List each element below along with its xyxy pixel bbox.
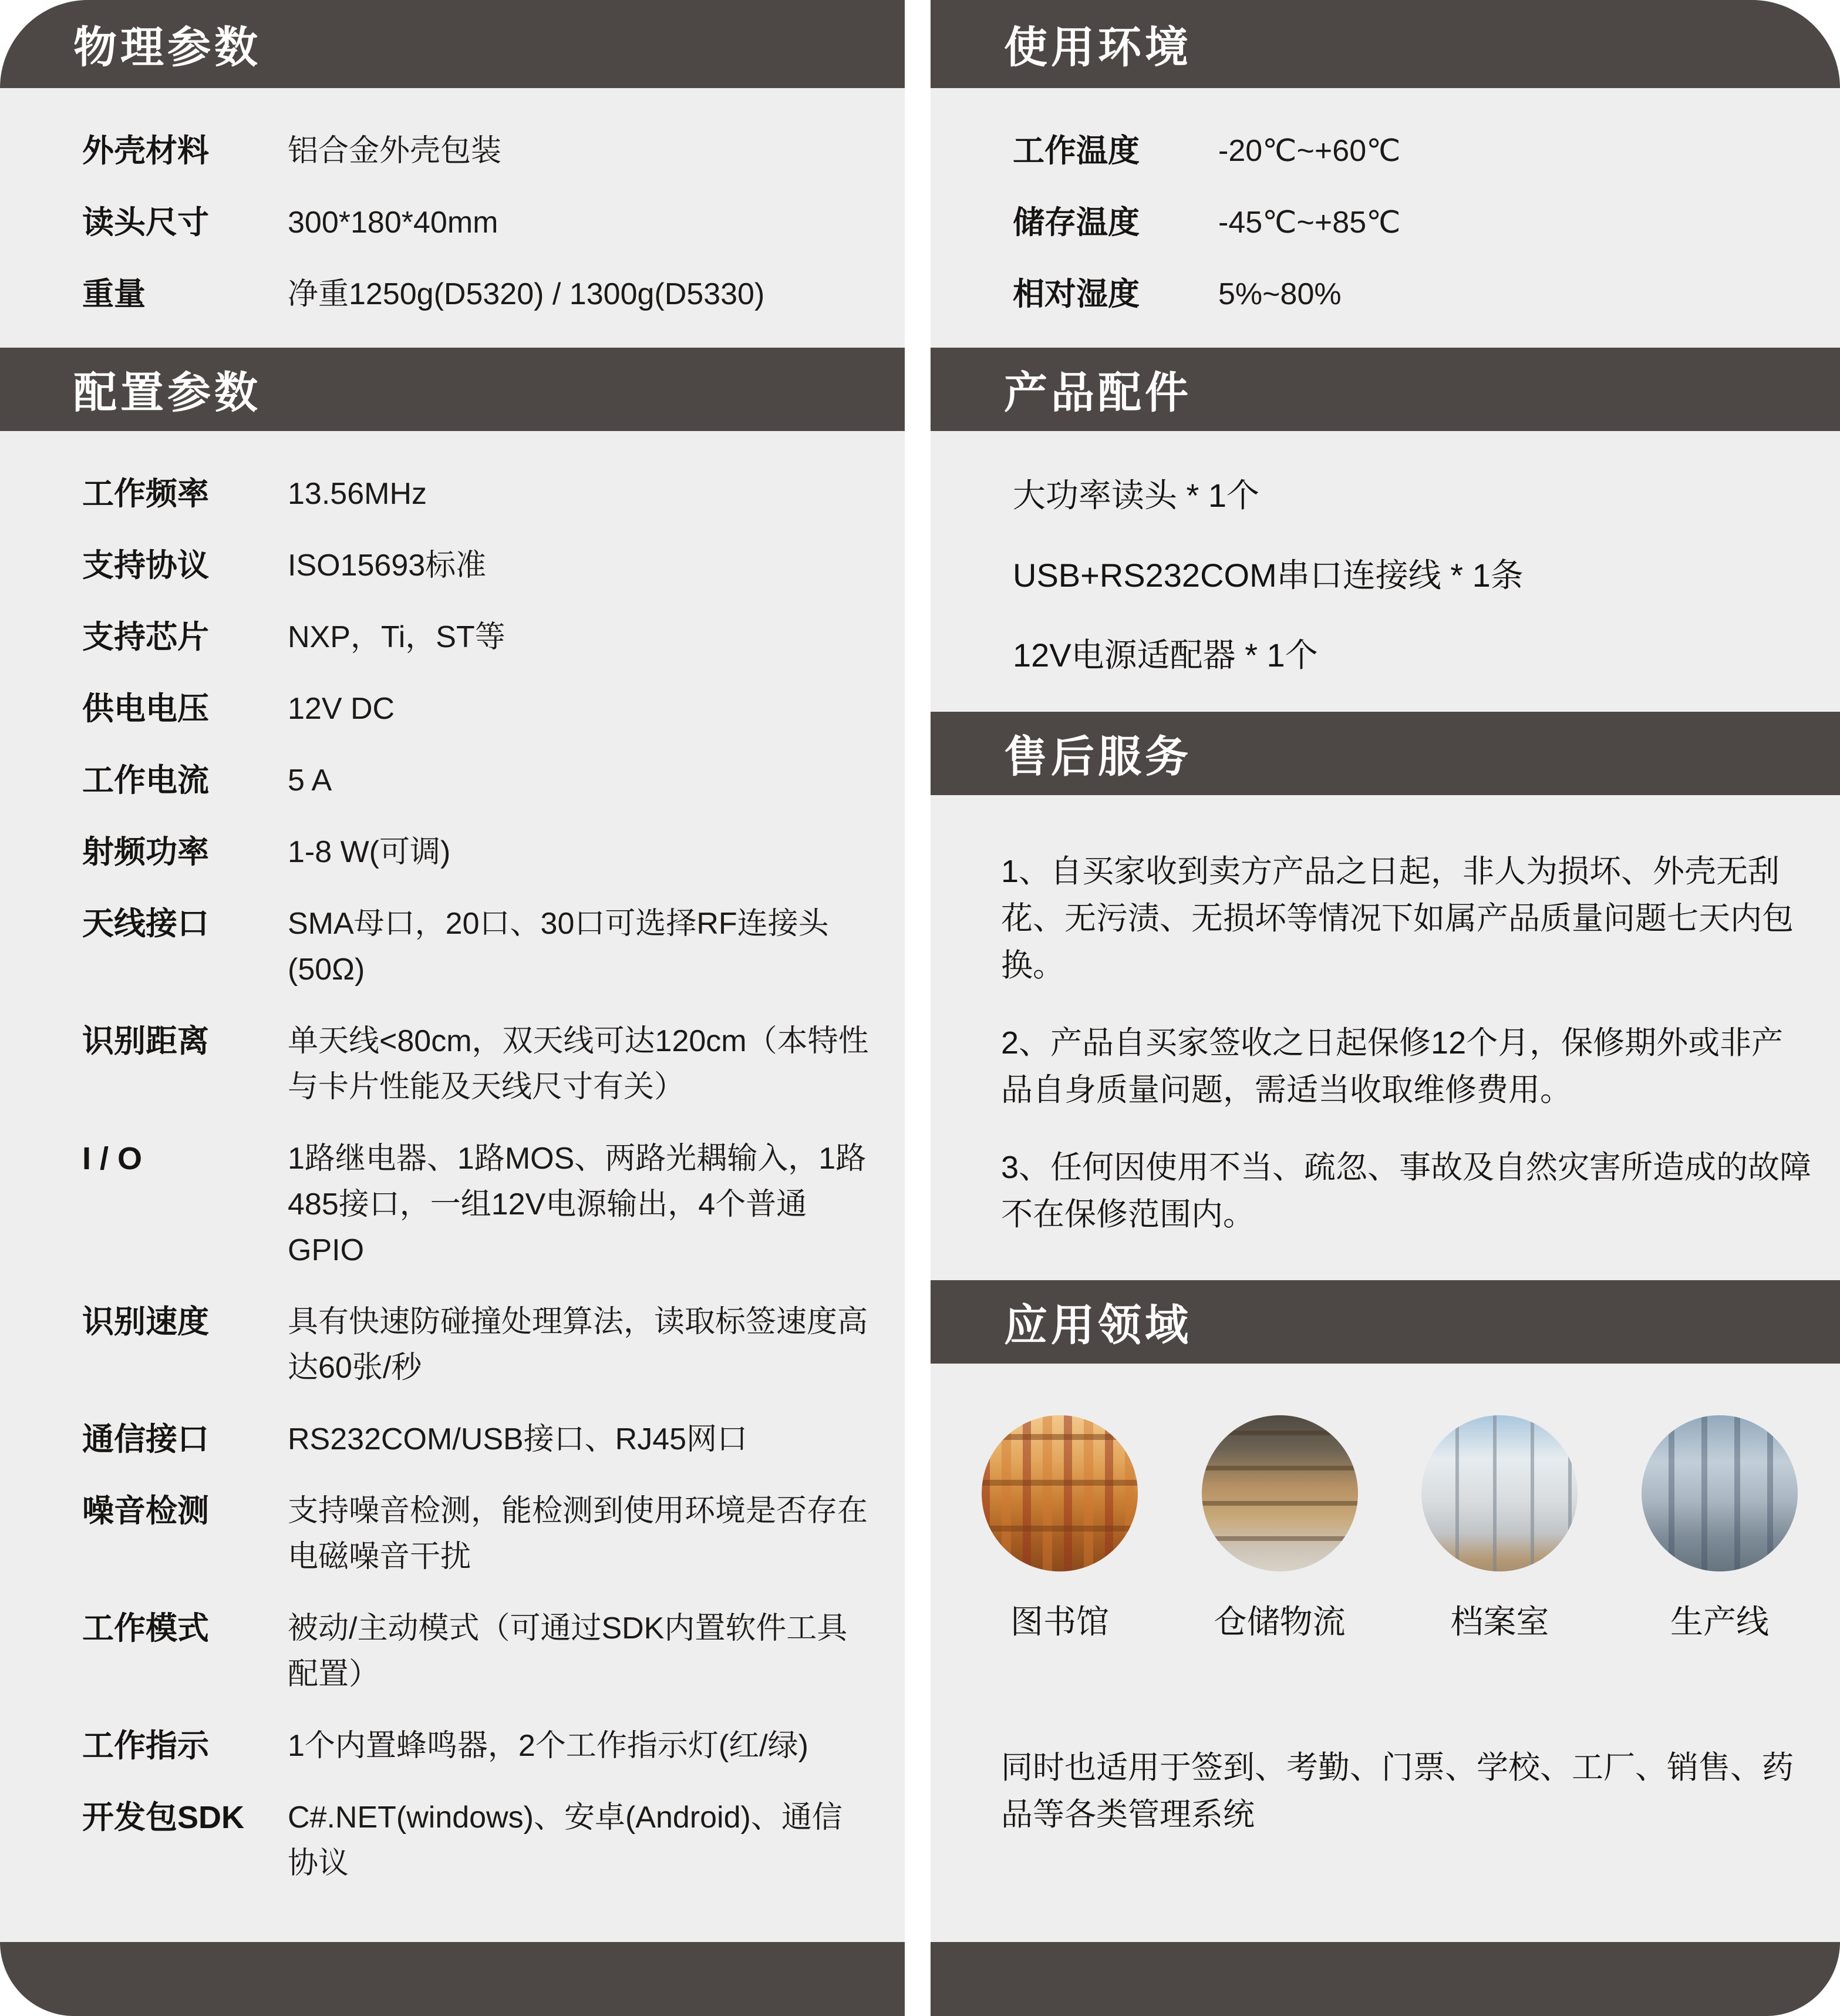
spec-row xyxy=(0,1286,905,1404)
config-rows xyxy=(0,431,905,1917)
right-content xyxy=(931,88,1840,1942)
spec-value: 1-8 W(可调) xyxy=(288,835,451,869)
spec-row xyxy=(0,187,905,258)
environment-rows xyxy=(931,88,1840,348)
spec-label: 读头尺寸 xyxy=(82,205,209,240)
service-terms xyxy=(931,795,1840,1280)
spec-value: 单天线<80cm，双天线可达120cm（本特性与卡片性能及天线尺寸有关） xyxy=(288,1024,869,1104)
spec-label: 支持协议 xyxy=(82,548,209,583)
section-header-environment xyxy=(931,0,1840,88)
spec-label: 相对湿度 xyxy=(1013,277,1140,312)
left-content xyxy=(0,88,905,1942)
application-caption: 图书馆 xyxy=(1010,1603,1109,1640)
spec-row xyxy=(0,1404,905,1475)
production-line-photo xyxy=(1642,1415,1798,1571)
spec-value: 铝合金外壳包装 xyxy=(288,134,502,168)
spec-label: 储存温度 xyxy=(1013,205,1140,240)
spec-row xyxy=(931,115,1840,187)
spec-value: 12V DC xyxy=(288,692,395,726)
spec-value: 5%~80% xyxy=(1218,277,1342,311)
accessory-item: 大功率读头 * 1个 xyxy=(1013,477,1260,514)
spec-label: 天线接口 xyxy=(82,906,209,941)
application-gallery xyxy=(931,1364,1840,1643)
spec-row xyxy=(931,258,1840,330)
library-photo xyxy=(982,1415,1138,1571)
spec-label: 供电电压 xyxy=(82,691,209,726)
application-caption: 仓储物流 xyxy=(1214,1603,1346,1640)
spec-value: C#.NET(windows)、安卓(Android)、通信协议 xyxy=(288,1800,843,1880)
spec-label: 噪音检测 xyxy=(82,1493,209,1529)
spec-row xyxy=(0,1475,905,1593)
accessory-item: 12V电源适配器 * 1个 xyxy=(1013,637,1318,674)
application-caption: 档案室 xyxy=(1450,1603,1549,1640)
spec-row xyxy=(0,458,905,530)
spec-label: 工作指示 xyxy=(82,1728,209,1763)
spec-value: 支持噪音检测，能检测到使用环境是否存在电磁噪音干扰 xyxy=(288,1494,868,1574)
spec-row xyxy=(0,745,905,816)
spec-row xyxy=(0,258,905,330)
service-term: 3、任何因使用不当、疏忽、事故及自然灾害所造成的故障不在保修范围内。 xyxy=(1001,1150,1812,1232)
spec-label: 外壳材料 xyxy=(82,133,209,169)
section-title-config: 配置参数 xyxy=(73,368,261,417)
left-footer-bar xyxy=(0,1942,905,2016)
physical-rows xyxy=(0,88,905,348)
section-header-config xyxy=(0,348,905,431)
spec-value: -20℃~+60℃ xyxy=(1218,134,1401,168)
spec-label: 工作电流 xyxy=(82,763,209,798)
spec-label: 工作模式 xyxy=(82,1611,209,1646)
spec-row xyxy=(0,1782,905,1899)
spec-row xyxy=(0,1005,905,1123)
section-header-service xyxy=(931,712,1840,795)
spec-label: 工作温度 xyxy=(1013,133,1140,169)
section-title-applications: 应用领域 xyxy=(1004,1301,1192,1349)
spec-row xyxy=(931,187,1840,258)
service-term: 1、自买家收到卖方产品之日起，非人为损坏、外壳无刮花、无污渍、无损坏等情况下如属产品质量问题七天内包换。 xyxy=(1001,854,1794,983)
spec-label: 工作频率 xyxy=(82,476,209,511)
application-caption: 生产线 xyxy=(1670,1603,1769,1640)
spec-label: 开发包SDK xyxy=(82,1800,245,1835)
spec-value: NXP，Ti，ST等 xyxy=(288,620,506,654)
applications-note: 同时也适用于签到、考勤、门票、学校、工厂、销售、药品等各类管理系统 xyxy=(1001,1750,1794,1832)
spec-label: 支持芯片 xyxy=(82,620,209,655)
spec-row xyxy=(0,816,905,888)
spec-label: 通信接口 xyxy=(82,1422,209,1457)
spec-value: 13.56MHz xyxy=(288,477,427,511)
section-header-applications xyxy=(931,1280,1840,1364)
right-column xyxy=(931,0,1840,2016)
archive-photo xyxy=(1421,1415,1578,1571)
spec-value: SMA母口，20口、30口可选择RF连接头(50Ω) xyxy=(288,907,829,987)
application-item xyxy=(975,1415,1145,1643)
spec-value: 净重1250g(D5320) / 1300g(D5330) xyxy=(288,277,765,311)
spec-value: 被动/主动模式（可通过SDK内置软件工具配置） xyxy=(288,1611,848,1691)
left-column xyxy=(0,0,905,2016)
spec-value: 1个内置蜂鸣器，2个工作指示灯(红/绿) xyxy=(288,1729,808,1763)
section-title-environment: 使用环境 xyxy=(1004,23,1192,72)
section-header-accessories xyxy=(931,348,1840,431)
spec-row xyxy=(0,115,905,187)
spec-row xyxy=(0,1123,905,1286)
spec-label: 射频功率 xyxy=(82,834,209,870)
spec-row xyxy=(0,530,905,601)
spec-label: I / O xyxy=(82,1141,143,1176)
spec-value: 5 A xyxy=(288,763,332,797)
spec-value: ISO15693标准 xyxy=(288,548,487,583)
spec-value: RS232COM/USB接口、RJ45网口 xyxy=(288,1422,748,1456)
warehouse-photo xyxy=(1202,1415,1358,1571)
section-title-service: 售后服务 xyxy=(1004,732,1192,781)
application-item xyxy=(1195,1415,1365,1643)
spec-row xyxy=(0,1593,905,1710)
accessory-item: USB+RS232COM串口连接线 * 1条 xyxy=(1013,557,1524,594)
section-title-accessories: 产品配件 xyxy=(1004,368,1192,417)
right-footer-bar xyxy=(931,1942,1840,2016)
spec-row xyxy=(0,673,905,745)
spec-row xyxy=(0,888,905,1005)
spec-label: 识别距离 xyxy=(82,1024,209,1059)
spec-row xyxy=(0,601,905,673)
application-item xyxy=(1635,1415,1805,1643)
accessory-list xyxy=(931,431,1840,712)
section-title-physical: 物理参数 xyxy=(73,23,261,72)
spec-row xyxy=(0,1710,905,1782)
spec-label: 重量 xyxy=(82,277,146,312)
spec-value: 300*180*40mm xyxy=(288,206,498,240)
service-term: 2、产品自买家签收之日起保修12个月，保修期外或非产品自身质量问题，需适当收取维修费用。 xyxy=(1001,1025,1784,1108)
spec-value: -45℃~+85℃ xyxy=(1218,206,1401,240)
spec-value: 具有快速防碰撞处理算法，读取标签速度高达60张/秒 xyxy=(288,1305,868,1385)
spec-value: 1路继电器、1路MOS、两路光耦输入，1路485接口，一组12V电源输出，4个普通GPIO xyxy=(288,1142,867,1267)
section-header-physical xyxy=(0,0,905,88)
application-item xyxy=(1414,1415,1585,1643)
spec-label: 识别速度 xyxy=(82,1304,209,1339)
